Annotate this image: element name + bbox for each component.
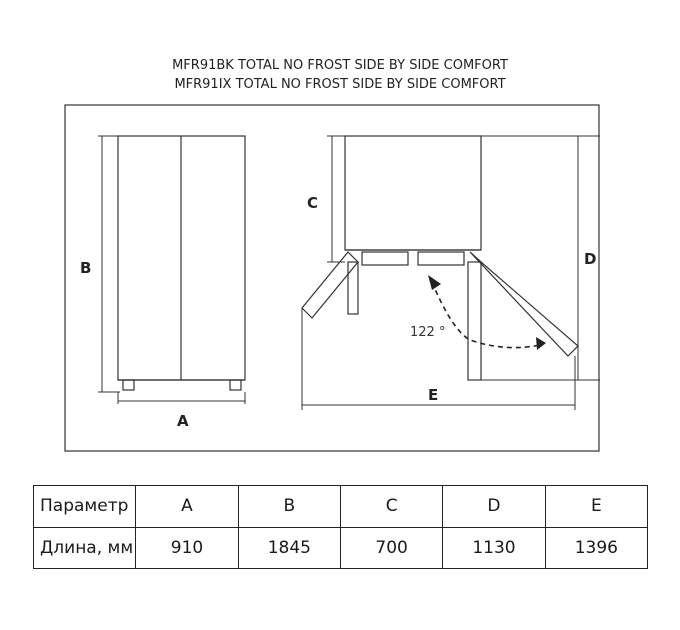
header-cell: Параметр bbox=[34, 486, 136, 528]
door-left-edge bbox=[348, 262, 358, 314]
table-cell: 1845 bbox=[238, 527, 340, 569]
table-cell: Длина, мм bbox=[34, 527, 136, 569]
table-cell: 910 bbox=[136, 527, 238, 569]
door-left-closed bbox=[362, 252, 408, 265]
header-cell: D bbox=[443, 486, 545, 528]
angle-label: 122 ° bbox=[410, 325, 446, 340]
opening-angle-arc bbox=[432, 282, 540, 348]
header-cell: A bbox=[136, 486, 238, 528]
table-cell: 1396 bbox=[545, 527, 647, 569]
title-line-1: MFR91BK TOTAL NO FROST SIDE BY SIDE COMFORT bbox=[172, 58, 508, 73]
top-view bbox=[302, 136, 600, 410]
dimension-label-d: D bbox=[584, 250, 597, 268]
header-cell: B bbox=[238, 486, 340, 528]
dimension-label-a: A bbox=[177, 412, 189, 430]
dimension-label-b: B bbox=[80, 259, 92, 277]
dimension-label-e: E bbox=[428, 386, 439, 404]
arrowhead-right bbox=[536, 337, 546, 350]
foot-right bbox=[230, 380, 241, 390]
door-right-edge bbox=[468, 262, 481, 380]
foot-left bbox=[123, 380, 134, 390]
table-cell: 700 bbox=[340, 527, 442, 569]
table-row bbox=[34, 527, 648, 569]
header-cell: C bbox=[340, 486, 442, 528]
table-cell: 1130 bbox=[443, 527, 545, 569]
table-header-row bbox=[34, 486, 648, 528]
header-cell: E bbox=[545, 486, 647, 528]
dimension-label-c: C bbox=[307, 194, 319, 212]
title-line-2: MFR91IX TOTAL NO FROST SIDE BY SIDE COMFORT bbox=[174, 77, 506, 92]
door-right-closed bbox=[418, 252, 464, 265]
parameters-table bbox=[33, 485, 648, 569]
arrowhead-left bbox=[428, 275, 441, 290]
front-view bbox=[98, 136, 245, 404]
door-right-open bbox=[470, 252, 578, 356]
fridge-body-top bbox=[345, 136, 481, 250]
